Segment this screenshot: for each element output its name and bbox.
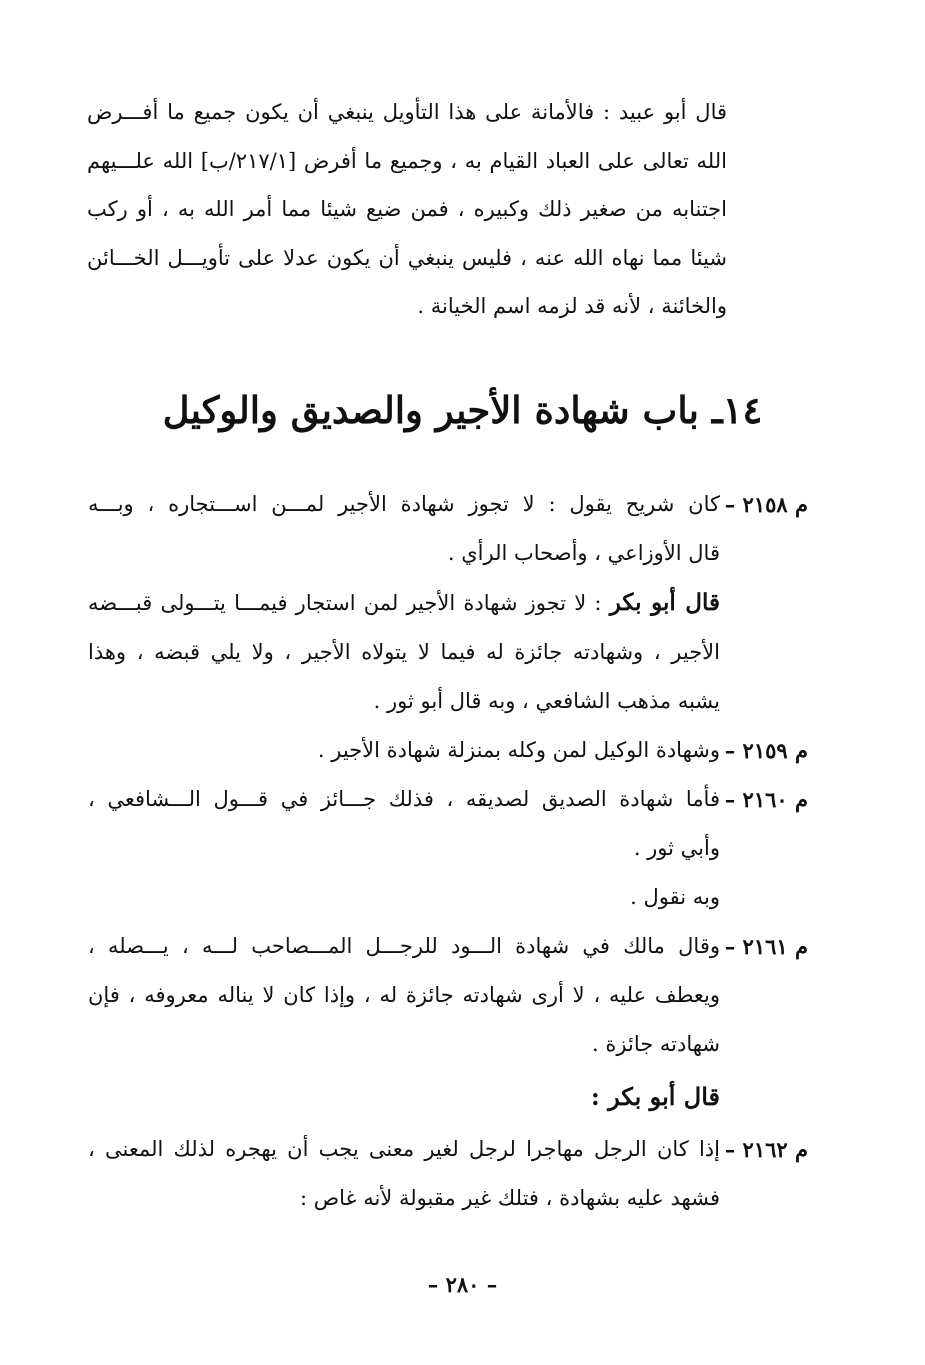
entry-2160 <box>88 775 808 922</box>
comment-lead: قال أبو بكر <box>609 589 720 616</box>
text-line: قال أبو عبيد : فالأمانة على هذا التأويل ينبغي أن يكون جميع ما أفـــرض <box>87 100 727 124</box>
text-line: الأجير ، وشهادته جائزة له فيما لا يتولاه الأجير ، ولا يلي قبضه ، وهذا <box>88 640 720 664</box>
text-line: وشهادة الوكيل لمن وكله بمنزلة شهادة الأجير . <box>317 738 720 762</box>
text-line: كان شريح يقول : لا تجوز شهادة الأجير لمـــن اســـتجاره ، وبـــه <box>88 492 720 516</box>
entry-2159 <box>88 726 808 775</box>
entry-2162 <box>88 1125 808 1223</box>
text-line: : لا تجوز شهادة الأجير لمن استجار فيمـــا يتـــولى قبـــضه <box>88 591 602 615</box>
abu-bakr-comment <box>88 578 720 726</box>
entry-number: م ٢١٥٩ – <box>724 738 808 763</box>
entry-2158 <box>88 480 808 578</box>
text-line: ويعطف عليه ، لا أرى شهادته جائزة له ، وإذا كان لا يناله معروفه ، فإن <box>88 983 720 1007</box>
text-line: وبه نقول . <box>630 885 720 909</box>
intro-paragraph <box>87 88 727 331</box>
text-line: إذا كان الرجل مهاجرا لرجل لغير معنى يجب أن يهجره لذلك المعنى ، <box>88 1137 720 1161</box>
text-line: الله تعالى على العباد القيام به ، وجميع ما أفرض [۲۱۷/۱/ب] الله علـــيهم <box>87 148 727 173</box>
text-line: يشبه مذهب الشافعي ، وبه قال أبو ثور . <box>373 689 720 713</box>
entry-number: م ٢١٦١ – <box>724 934 808 959</box>
entry-number: م ٢١٦٢ – <box>724 1137 808 1162</box>
entry-number: م ٢١٦٠ – <box>724 787 808 812</box>
text-line: وقال مالك في شهادة الـــود للرجـــل المـــصاحب لـــه ، يـــصله ، <box>88 934 720 958</box>
text-line: اجتنابه من صغير ذلك وكبيره ، فمن ضيع شيئا مما أمر الله به ، أو ركب <box>87 197 727 221</box>
chapter-heading: ١٤ـ باب شهادة الأجير والصديق والوكيل <box>162 388 763 432</box>
entry-2161 <box>88 922 808 1069</box>
text-line: فشهد عليه بشهادة ، فتلك غير مقبولة لأنه غاص : <box>300 1186 720 1210</box>
entries-section <box>88 480 808 1223</box>
text-line: شيئا مما نهاه الله عنه ، فليس ينبغي أن يكون عدلا على تأويـــل الخـــائن <box>87 245 727 270</box>
text-line: فأما شهادة الصديق لصديقه ، فذلك جـــائز في قـــول الـــشافعي ، <box>88 787 720 811</box>
abu-bakr-heading: قال أبو بكر : <box>590 1082 720 1111</box>
entry-number: م ٢١٥٨ – <box>724 492 808 517</box>
text-line: قال الأوزاعي ، وأصحاب الرأي . <box>447 541 720 565</box>
page-number: – ٢٨٠ – <box>427 1272 498 1297</box>
text-line: والخائنة ، لأنه قد لزمه اسم الخيانة . <box>417 294 727 318</box>
text-line: شهادته جائزة . <box>592 1032 720 1056</box>
text-line: وأبي ثور . <box>633 836 720 860</box>
